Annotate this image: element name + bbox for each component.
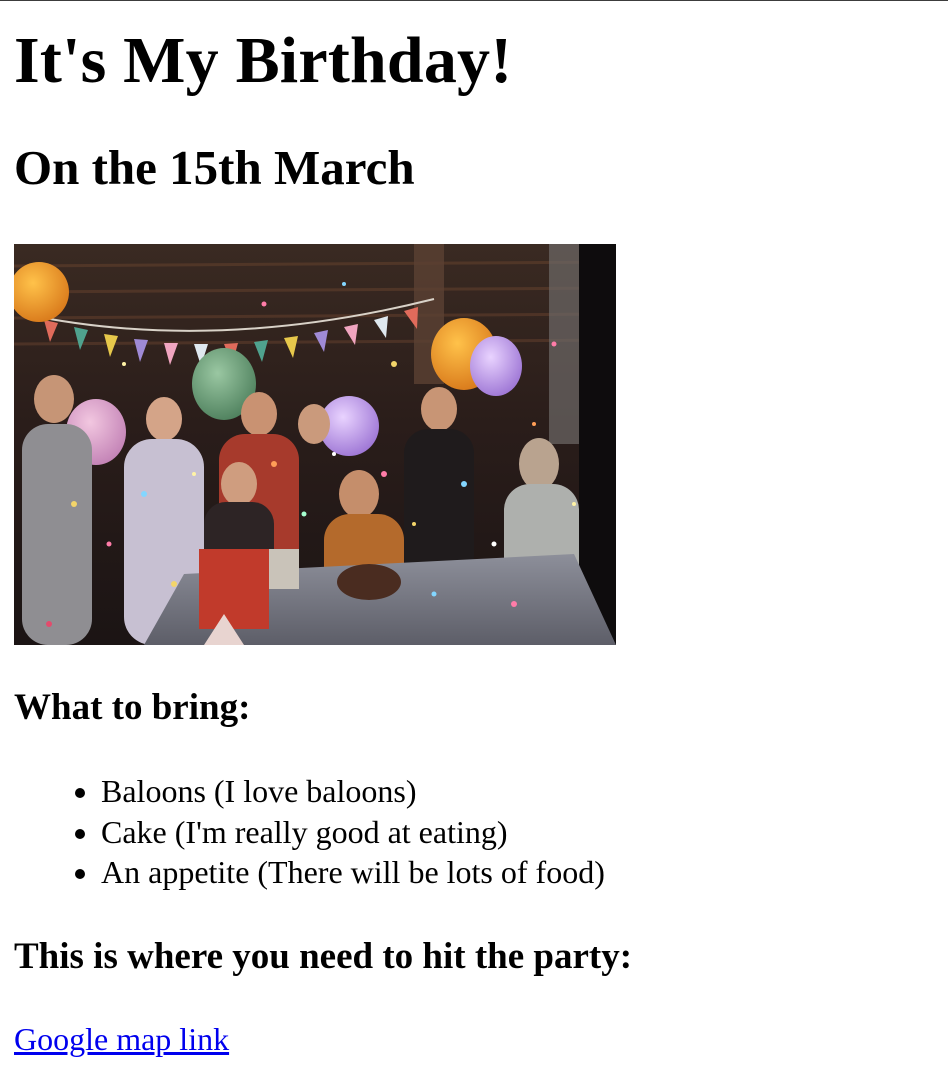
list-item: • Cake (I'm really good at eating) [101, 812, 934, 853]
list-item: • Baloons (I love baloons) [101, 771, 934, 812]
party-location-heading: This is where you need to hit the party: [14, 935, 633, 977]
what-to-bring-heading: What to bring: [14, 687, 251, 728]
page-content [0, 25, 948, 1057]
party-date-heading: On the 15th March [14, 140, 415, 195]
page-title: It's My Birthday! [14, 24, 513, 97]
party-photo [14, 244, 616, 645]
google-map-link[interactable]: Google map link [14, 1020, 230, 1057]
list-item: • An appetite (There will be lots of food) [101, 852, 934, 893]
bring-list [14, 771, 934, 893]
